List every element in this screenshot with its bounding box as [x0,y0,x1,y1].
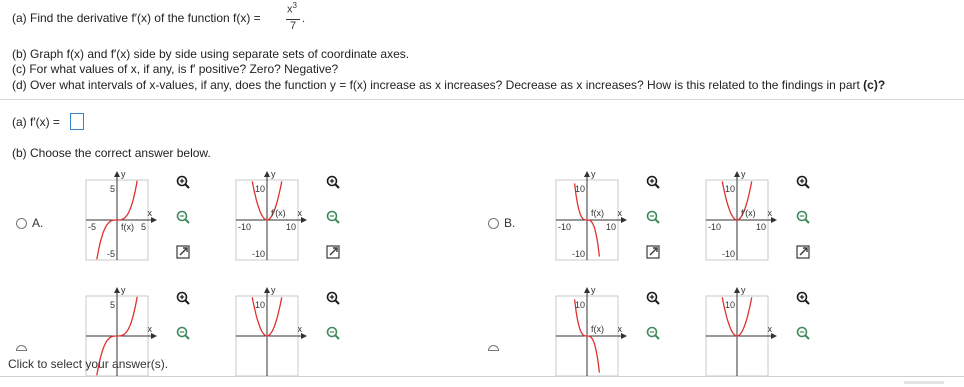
graph [706,169,772,260]
y-min-label: -10 [721,249,735,259]
expand-icon[interactable] [176,245,190,259]
y-max-label: 10 [724,184,735,194]
y-axis-arrow [734,287,740,293]
y-axis-arrow [114,171,120,177]
x-axis-label: x [147,324,152,334]
y-axis-label: y [741,285,746,295]
zoom-out-icon[interactable] [796,326,810,340]
expand-icon[interactable] [646,245,660,259]
x-min-label: -10 [238,222,252,232]
y-axis-label: y [121,285,126,295]
zoom-in-icon[interactable] [326,175,340,189]
y-min-label: -10 [251,249,265,259]
graph [556,285,622,351]
function-label: f(x) [121,222,134,232]
part-b-label: (b) Choose the correct answer below. [12,146,211,160]
y-axis-label: y [591,285,596,295]
scroll-indicator [904,381,944,384]
x-axis-label: x [767,324,772,334]
y-axis-arrow [264,171,270,177]
x-max-label: 10 [605,222,616,232]
graph [236,169,302,260]
expand-icon[interactable] [796,245,810,259]
zoom-in-icon[interactable] [796,175,810,189]
zoom-out-icon[interactable] [176,326,190,340]
x-max-label: 5 [140,222,146,232]
graph [556,169,622,260]
y-axis-arrow [264,287,270,293]
y-axis-label: y [271,285,276,295]
x-max-label: 10 [285,222,296,232]
graph [86,285,152,351]
expand-icon[interactable] [646,361,660,375]
x-axis-label: x [767,208,772,218]
x-min-label: -10 [558,222,572,232]
zoom-out-icon[interactable] [796,210,810,224]
expand-icon[interactable] [796,361,810,375]
y-axis-label: y [591,169,596,179]
y-min-label: -5 [106,249,115,259]
y-axis-label: y [271,169,276,179]
fraction-denominator: 7 [290,20,297,32]
x-axis-label: x [617,208,622,218]
question-part-d [12,78,885,92]
expand-icon[interactable] [326,361,340,375]
question-part-a [12,11,261,25]
question-d-bold: (c)? [863,78,886,92]
fraction-numerator [287,1,297,16]
y-max-label: 10 [574,300,585,310]
zoom-out-icon[interactable] [646,326,660,340]
choice-radio[interactable] [16,218,27,229]
y-min-label: -10 [571,249,585,259]
divider [0,99,964,100]
x-min-label: -10 [708,222,722,232]
numerator-exponent: 3 [292,1,297,10]
x-axis-label: x [617,324,622,334]
y-axis-arrow [114,287,120,293]
x-axis-label: x [147,208,152,218]
question-a-period: . [302,13,306,25]
choice-radio[interactable] [488,345,499,351]
derivative-answer-input[interactable] [70,113,84,130]
zoom-in-icon[interactable] [176,291,190,305]
part-a-label: (a) f′(x) = [12,115,60,129]
y-max-label: 5 [109,184,115,194]
question-a-text: (a) Find the derivative f′(x) of the function f(x) = [12,11,261,25]
y-max-label: 10 [724,300,735,310]
x-min-label: -5 [88,222,97,232]
footer-divider [0,376,964,377]
y-max-label: 10 [254,300,265,310]
y-axis-label: y [741,169,746,179]
y-max-label: 10 [574,184,585,194]
question-d-text: (d) Over what intervals of x-values, if any, does the function y = f(x) increase as x increases? Decrease as x increases? How is this related to the findings in part [12,78,864,92]
question-part-b: (b) Graph f(x) and f′(x) side by side using separate sets of coordinate axes. [12,47,410,61]
zoom-in-icon[interactable] [326,291,340,305]
x-max-label: 10 [755,222,766,232]
zoom-in-icon[interactable] [176,175,190,189]
choice-letter: B. [504,216,516,230]
zoom-out-icon[interactable] [326,210,340,224]
y-axis-arrow [734,171,740,177]
zoom-out-icon[interactable] [176,210,190,224]
graph [86,169,152,260]
x-axis-label: x [297,324,302,334]
zoom-out-icon[interactable] [646,210,660,224]
function-label: f′(x) [741,208,756,218]
function-label: f(x) [591,208,604,218]
graph [236,285,302,351]
x-axis-label: x [297,208,302,218]
graph [706,285,772,351]
y-max-label: 5 [109,300,115,310]
y-axis-arrow [584,171,590,177]
zoom-in-icon[interactable] [796,291,810,305]
y-axis-label: y [121,169,126,179]
function-label: f(x) [591,324,604,334]
function-label: f′(x) [271,208,286,218]
zoom-out-icon[interactable] [326,326,340,340]
numerator-base: x [287,3,293,16]
zoom-in-icon[interactable] [646,291,660,305]
choice-letter: A. [32,216,44,230]
choice-radio[interactable] [488,218,499,229]
question-part-c: (c) For what values of x, if any, is f′ positive? Zero? Negative? [12,62,339,76]
y-axis-arrow [584,287,590,293]
choice-radio[interactable] [16,345,27,351]
zoom-in-icon[interactable] [646,175,660,189]
expand-icon[interactable] [176,361,190,375]
y-max-label: 10 [254,184,265,194]
footer-prompt: Click to select your answer(s). [8,357,169,371]
expand-icon[interactable] [326,245,340,259]
